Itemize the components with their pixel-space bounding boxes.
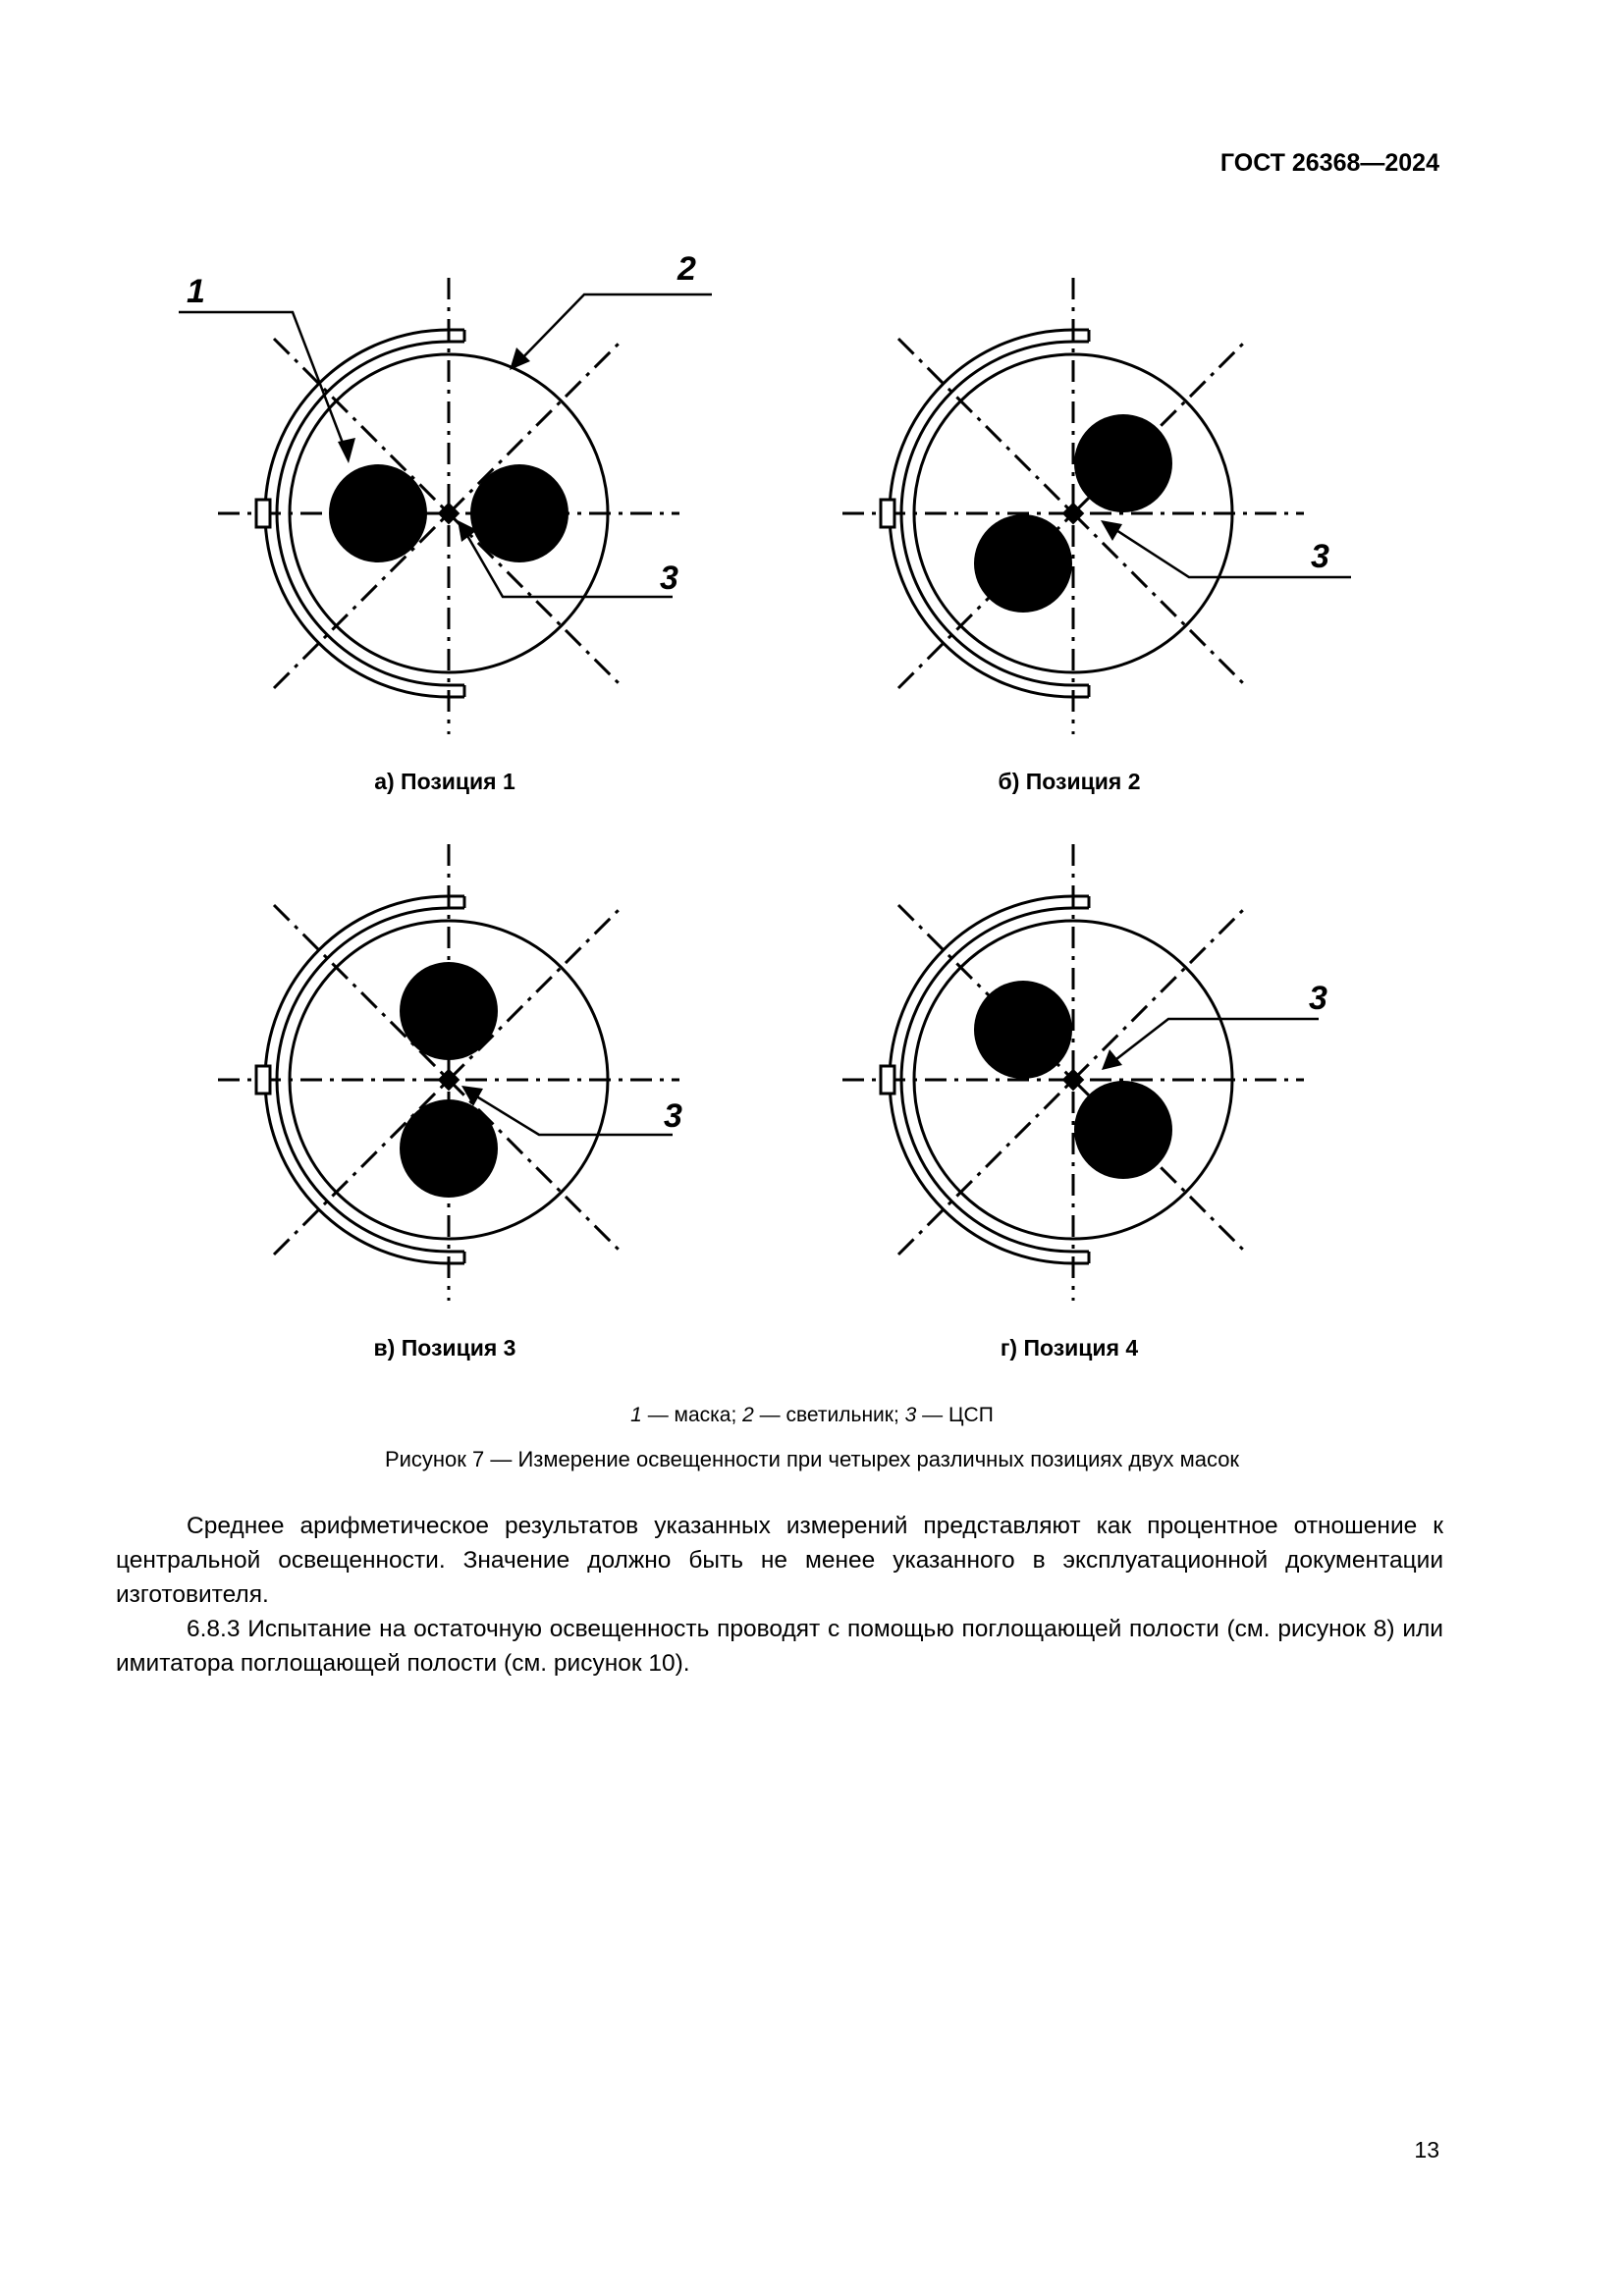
page-number: 13 — [1414, 2137, 1439, 2163]
callout-3-d: 3 — [1309, 980, 1327, 1017]
mask-right — [470, 464, 568, 562]
subfigure-label-4: г) Позиция 4 — [1000, 1335, 1139, 1361]
callout-2: 2 — [677, 250, 696, 288]
paragraph-average: Среднее арифметическое результатов указанных измерений представляют как процентное отношение к центральной освещенности. Значение должно быть не менее указанного в эксплуатационной документации изготовителя. — [116, 1513, 1443, 1608]
subfigure-position-1 — [218, 278, 679, 734]
subfigure-position-2 — [842, 278, 1304, 734]
mask-lower-left — [974, 514, 1072, 613]
figure-legend: 1 — маска; 2 — светильник; 3 — ЦСП — [630, 1404, 994, 1426]
mask-top — [400, 962, 498, 1060]
figure-caption: Рисунок 7 — Измерение освещенности при четырех различных позициях двух масок — [384, 1447, 1240, 1471]
mask-lower-right — [1074, 1081, 1172, 1179]
callout-3-b: 3 — [1311, 538, 1329, 575]
mask-upper-left — [974, 981, 1072, 1079]
document-header: ГОСТ 26368—2024 — [1219, 149, 1439, 177]
subfigure-position-3 — [218, 844, 679, 1301]
subfigure-position-4 — [842, 844, 1304, 1301]
mask-bottom — [400, 1099, 498, 1198]
callout-1: 1 — [187, 273, 205, 310]
callout-3-a: 3 — [660, 560, 678, 597]
subfigure-label-3: в) Позиция 3 — [373, 1335, 516, 1361]
mask-upper-right — [1074, 414, 1172, 512]
callout-3-c: 3 — [664, 1097, 682, 1135]
mask-left — [329, 464, 427, 562]
subfigure-label-2: б) Позиция 2 — [998, 769, 1141, 794]
paragraph-6-8-3: 6.8.3 Испытание на остаточную освещенность проводят с помощью поглощающей полости (см. рисунок 8) или имитатора поглощающей полости (см. рисунок 10). — [116, 1616, 1443, 1677]
subfigure-label-1: а) Позиция 1 — [374, 769, 515, 794]
